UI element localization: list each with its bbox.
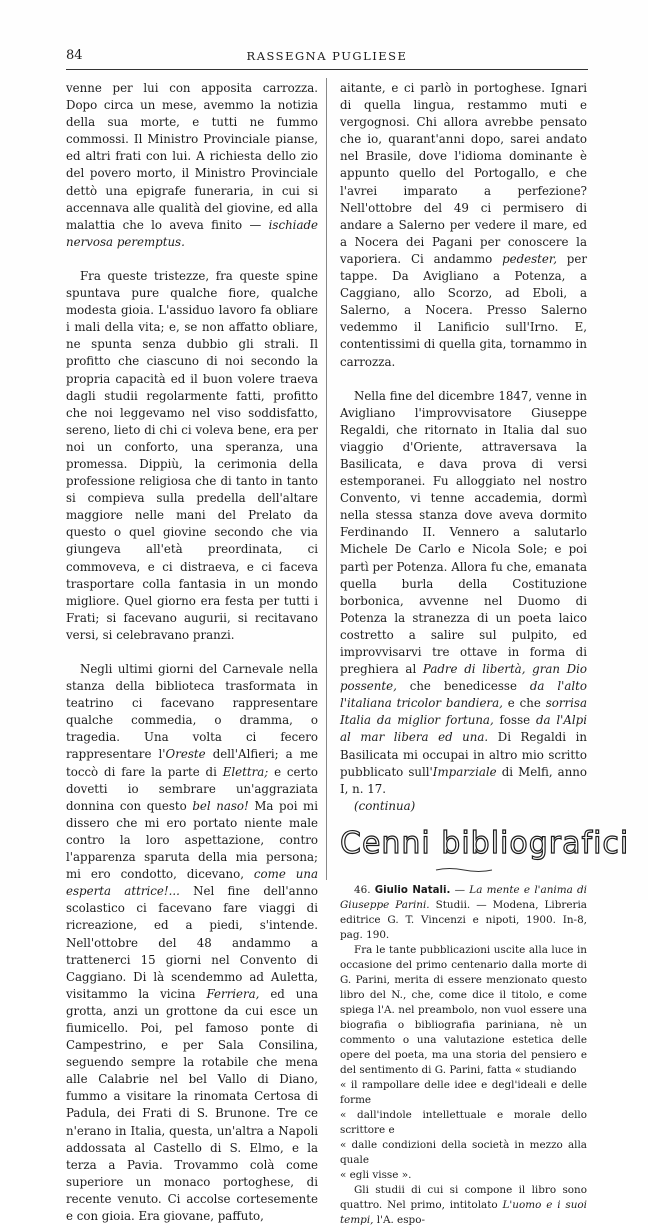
paragraph: aitante, e ci parlò in portoghese. Ignari di quella lingua, restammo muti e vergognosi. Chi allora avrebbe pensato che io, quarant'anni dopo, sarei andato nel Brasile, dove l'idioma dominante è appunto quello del Portogallo, e che l'avrei imparato a perfezione? Nell'ottobre del 49 ci permisero di andare a Salerno per vedere il mare, ed a Nocera dei Pagani per conoscere la vaporiera. Ci andammo pedester, per tappe. Da Avigliano a Potenza, a Caggiano, allo Scorzo, ad Eboli, a Salerno, a Nocera. Presso Salerno vedemmo il Lanificio sull'Irno. E, contentissimi di quella gita, tornammo in carrozza. — [340, 81, 587, 369]
continua-note: (continua) — [354, 798, 416, 813]
page-number: 84 — [66, 48, 83, 63]
review-paragraph: Gli studii di cui si compone il libro sono quattro. Nel primo, intitolato L'uomo e i suoi tempi, l'A. espo- — [340, 1183, 587, 1226]
right-column — [340, 80, 630, 1228]
column-divider — [326, 78, 327, 880]
review-quote-line: « il rampollare delle idee e degl'ideali e delle forme — [340, 1078, 587, 1106]
paragraph: Fra queste tristezze, fra queste spine spuntava pure qualche fiore, qualche modesta gioia. L'assiduo lavoro fa obliare i mali della vita; e, se non affatto obliare, ne spunta senza dubbio gli strali. Il profitto che ciascuno di noi secondo la propria capacità ed il buon volere traeva dagli studii regolarmente fatti, profitto che noi leggevamo nel viso soddisfatto, sereno, lieto di chi ci voleva bene, era per noi un conforto, una speranza, una promessa. Dippiù, la cerimonia della professione religiosa che di tanto in tanto si compieva sulla predella dell'altare maggiore nelle mani del Prelato da questo o quel giovine secondo che via giungeva all'età preordinata, ci commoveva, e ci distraeva, e ci faceva trasportare colla fantasia in un mondo migliore. Quel giorno era festa per tutti i Frati; si facevano augurii, si recitavano versi, si celebravano pranzi. — [66, 268, 318, 642]
section-title: Cenni bibliografici — [340, 825, 630, 861]
header-rule — [66, 69, 588, 70]
running-title: RASSEGNA PUGLIESE — [246, 49, 408, 63]
review-paragraph: Fra le tante pubblicazioni uscite alla luce in occasione del primo centenario dalla morte di G. Parini, merita di essere menzionato questo libro del N., che, come dice il titolo, e come spiega l'A. nel preambolo, non vuol essere una biografia o bibliografia pariniana, nè un commento o una valutazione estetica delle opere del poeta, ma una storia del pensiero e del sentimento di G. Parini, fatta « studiando — [340, 943, 587, 1076]
left-column — [66, 80, 318, 1225]
bibliography-entry — [340, 883, 587, 1228]
running-header — [66, 48, 588, 64]
entry-author: Giulio Natali. — [374, 884, 451, 896]
ornament-divider-icon — [434, 867, 494, 873]
entry-citation: 46. Giulio Natali. — La mente e l'anima di Giuseppe Parini. Studii. — Modena, Libreria editrice G. T. Vincenzi e nipoti, 1900. In-8, pag. 190. — [340, 883, 587, 941]
paragraph: venne per lui con apposita carrozza. Dopo circa un mese, avemmo la notizia della sua morte, e tutti ne fummo commossi. Il Ministro Provinciale pianse, ed altri frati con lui. A richiesta dello zio del povero morto, il Ministro Provinciale dettò una epigrafe funeraria, in cui si accennava alle qualità del giovine, ed alla malattia che lo aveva finito — ischiade nervosa peremptus. — [66, 81, 319, 249]
paragraph: Negli ultimi giorni del Carnevale nella stanza della biblioteca trasformata in teatrino ci facevano rappresentare qualche commedia, o dramma, o tragedia. Una volta ci fecero rappresentare l'Oreste dell'Alfieri; a me toccò di fare la parte di Elettra; e certo dovetti io sembrare un'aggraziata donnina con questo bel naso! Ma poi mi dissero che mi ero portato niente male contro la loro aspettazione, contro l'apparenza sparuta della mia persona; mi ero condotto, dicevano, come una esperta attrice!... Nel fine dell'anno scolastico ci facevano fare viaggi di ricreazione, ed a piedi, s'intende. Nell'ottobre del 48 andammo a trattenerci 15 giorni nel Convento di Caggiano. Di là scendemmo ad Auletta, visitammo la vicina Ferriera, ed una grotta, anzi un grottone da cui esce un fiumicello. Poi, pel famoso ponte di Campestrino, e per Sala Consilina, seguendo sempre la rotabile che mena alle Calabrie nel bel Vallo di Diano, fummo a visitare la rinomata Certosa di Padula, dei Frati di S. Brunone. Tre ce n'erano in Italia, questa, un'altra a Napoli addossata al Castello di S. Elmo, e la terza a Pavia. Trovammo colà come superiore un monaco portoghese, di recente venuto. Ci accolse cortesemente e con gioia. Era giovane, paffuto, — [66, 662, 319, 1223]
paragraph: Nella fine del dicembre 1847, venne in Avigliano l'improvvisatore Giuseppe Regaldi, che ritornato in Italia dal suo viaggio d'Oriente, attraversava la Basilicata, e dava prova di versi estemporanei. Fu alloggiato nel nostro Convento, vi tenne accademia, dormì nella stessa stanza dove aveva dormito Ferdinando II. Vennero a salutarlo Michele De Carlo e Nicola Sole; e poi partì per Potenza. Allora fu che, emanata quella burla della Costituzione borbonica, avvenne nel Duomo di Potenza la stranezza di un poeta laico costretto a salire sul pulpito, ed improvvisarvi tre ottave in forma di preghiera al Padre di libertà, gran Dio possente, che benedicesse da l'alto l'italiana tricolor bandiera, e che sorrisa Italia da miglior fortuna, fosse da l'Alpi al mar libera ed una. Di Regaldi in Basilicata mi occupai in altro mio scritto pubblicato sull'Imparziale di Melfi, anno I, n. 17. — [340, 388, 588, 796]
review-quote-line: « dalle condizioni della società in mezzo alla quale — [340, 1138, 587, 1166]
entry-title: La mente e l'anima di Giuseppe Parini. — [340, 883, 587, 911]
review-quote-line: « egli visse ». — [340, 1168, 412, 1181]
review-quote-line: « dall'indole intellettuale e morale dello scrittore e — [340, 1108, 587, 1136]
